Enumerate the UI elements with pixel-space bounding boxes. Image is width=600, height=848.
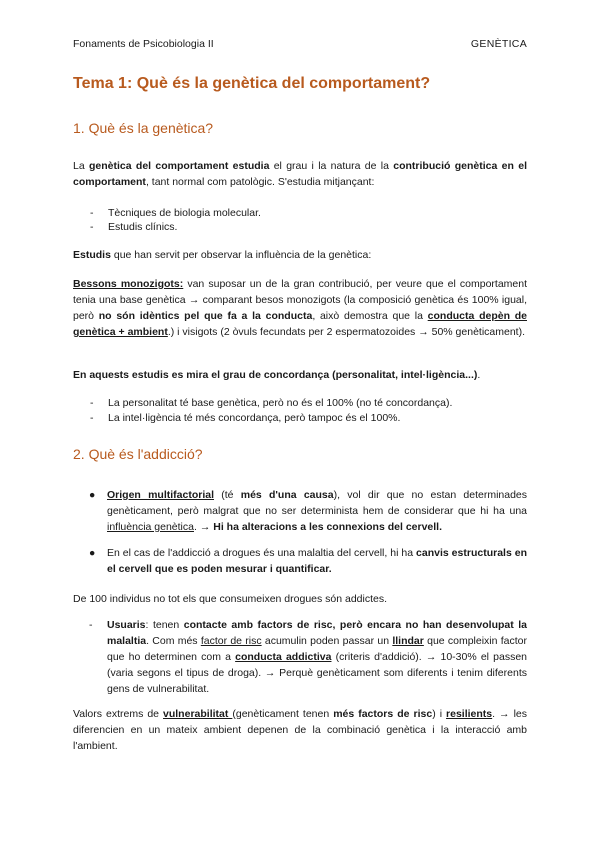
header-section: GENÈTICA <box>470 38 527 50</box>
bullet-icon: ● <box>89 547 96 559</box>
values-paragraph: Valors extrems de vulnerabilitat (genèticament tenen més factors de risc) i resilients. → les diferencien en un mateix ambient depenen de la combinació genètica i la interacció amb l'ambient. <box>73 708 527 752</box>
bullet-multifactorial: ● Origen multifactorial (té més d'una causa), vol dir que no estan determinades genèticament, però malgrat que no ser determinista hem de considerar que hi ha una influència genètica. → Hi ha alteracions a les connexions del cervell. <box>89 489 528 533</box>
intro-paragraph: La genètica del comportament estudia el grau i la natura de la contribució genètica en el comportament, tant normal com patològic. S'estudia mitjançant: <box>73 160 527 188</box>
section-heading-genetics: 1. Què és la genètica? <box>73 120 214 136</box>
bullet-icon: ● <box>89 489 96 501</box>
list-item: - Tècniques de biologia molecular. <box>90 207 261 219</box>
studies-paragraph: Estudis que han servit per observar la influència de la genètica: <box>73 249 372 261</box>
list-item: - La intel·ligència té més concordança, però tampoc és el 100%. <box>90 412 401 424</box>
section-heading-addiction: 2. Què és l'addicció? <box>73 446 203 462</box>
users-item: - Usuaris: tenen contacte amb factors de risc, però encara no han desenvolupat la malaltia. Com més factor de risc acumulin poden passar un llindar que compleixin factor que ho determinen com a conducta addictiva (criteris d'addició). → 10-30% el passen (varia segons el tipus de droga). → Perquè genèticament som diferents i tenim diferents gens de vulnerabilitat. <box>89 619 528 695</box>
list-item: - Estudis clínics. <box>90 221 178 233</box>
hundred-paragraph: De 100 individus no tot els que consumeixen drogues són addictes. <box>73 593 388 605</box>
twins-paragraph: Bessons monozigots: van suposar un de la gran contribució, per veure que el comportament tenia una base genètica → comparant besos monozigots (la composició genètica és 100% igual, però no són idèntics pel que fa a la conducta, això demostra que la conducta depèn de genètica + ambient.) i visigots (2 òvuls fecundats per 2 espermatozoides → 50% genèticament). <box>73 278 528 338</box>
list-item: - La personalitat té base genètica, però no és el 100% (no té concordança). <box>90 397 453 409</box>
bullet-drug-disease: ● En el cas de l'addicció a drogues és una malaltia del cervell, hi ha canvis estructurals en el cervell que es poden mesurar i quantificar. <box>89 547 528 575</box>
header-course: Fonaments de Psicobiologia II <box>73 38 214 50</box>
page-title: Tema 1: Què és la genètica del comportament? <box>73 75 431 92</box>
concordance-paragraph: En aquests estudis es mira el grau de concordança (personalitat, intel·ligència...). <box>73 369 481 381</box>
dash-marker: - <box>89 619 93 631</box>
